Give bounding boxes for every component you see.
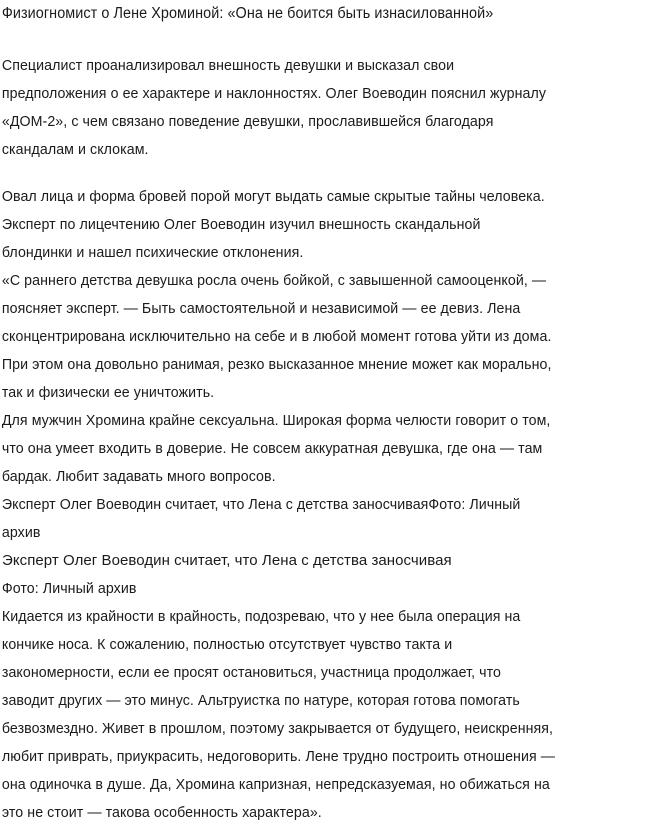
body-line: бардак. Любит задавать много вопросов. [1,468,276,485]
body-line: Эксперт по лицечтению Олег Воеводин изучил внешность скандальной [1,216,481,233]
photo-caption-block [0,491,670,603]
body-line: поясняет эксперт. — Быть самостоятельной и независимой — ее девиз. Лена [1,300,521,317]
photo-credit: Фото: Личный архив [1,580,137,597]
body-line: заводит других — это минус. Альтруистка по натуре, которая готова помогать [1,692,520,709]
lead-paragraph [0,52,670,164]
body-line: При этом она довольно ранимая, резко высказанное мнение может как морально, [1,356,552,373]
body-paragraph [0,183,670,491]
body-line: это не стоит — такова особенность характера». [1,804,322,821]
body-line: «С раннего детства девушка росла очень бойкой, с завышенной самооценкой, — [1,272,547,289]
body-line: блондинки и нашел психические отклонения. [1,244,304,261]
body-paragraph-continued [0,603,670,827]
body-line: любит приврать, приукрасить, недоговорить. Лене трудно построить отношения — [1,748,556,765]
body-line: так и физически ее уничтожить. [1,384,215,401]
body-line: Для мужчин Хромина крайне сексуальна. Широкая форма челюсти говорит о том, [1,412,551,429]
body-line: Овал лица и форма бровей порой могут выдать самые скрытые тайны человека. [1,188,545,205]
body-line: сконцентрирована исключительно на себе и в любой момент готова уйти из дома. [1,328,552,345]
body-line: она одиночка в душе. Да, Хромина капризная, непредсказуемая, но обижаться на [1,776,550,793]
caption-merged-line: Эксперт Олег Воеводин считает, что Лена с детства заносчиваяФото: Личный [1,496,521,513]
lead-line: скандалам и склокам. [1,141,149,158]
body-line: закономерности, если ее просят остановиться, участница продолжает, что [1,664,502,681]
lead-line: предположения о ее характере и наклонностях. Олег Воеводин пояснил журналу [1,85,547,102]
body-line: кончике носа. К сожалению, полностью отсутствует чувство такта и [1,636,453,653]
lead-body-spacer [0,164,670,183]
article-title: Физиогномист о Лене Хроминой: «Она не боится быть изнасилованной» [1,5,494,22]
body-line: безвозмездно. Живет в прошлом, поэтому закрывается от будущего, неискренняя, [1,720,554,737]
lead-line: «ДОМ-2», с чем связано поведение девушки, прославившейся благодаря [1,113,494,130]
lead-line: Специалист проанализировал внешность девушки и высказал свои [1,57,455,74]
body-line: Кидается из крайности в крайность, подозреваю, что у нее была операция на [1,608,521,625]
body-line: что она умеет входить в доверие. Не совсем аккуратная девушка, где она — там [1,440,543,457]
title-paragraph-spacer [0,28,670,52]
caption-merged-line: архив [1,524,41,541]
photo-caption-text: Эксперт Олег Воеводин считает, что Лена с детства заносчивая [2,552,452,569]
